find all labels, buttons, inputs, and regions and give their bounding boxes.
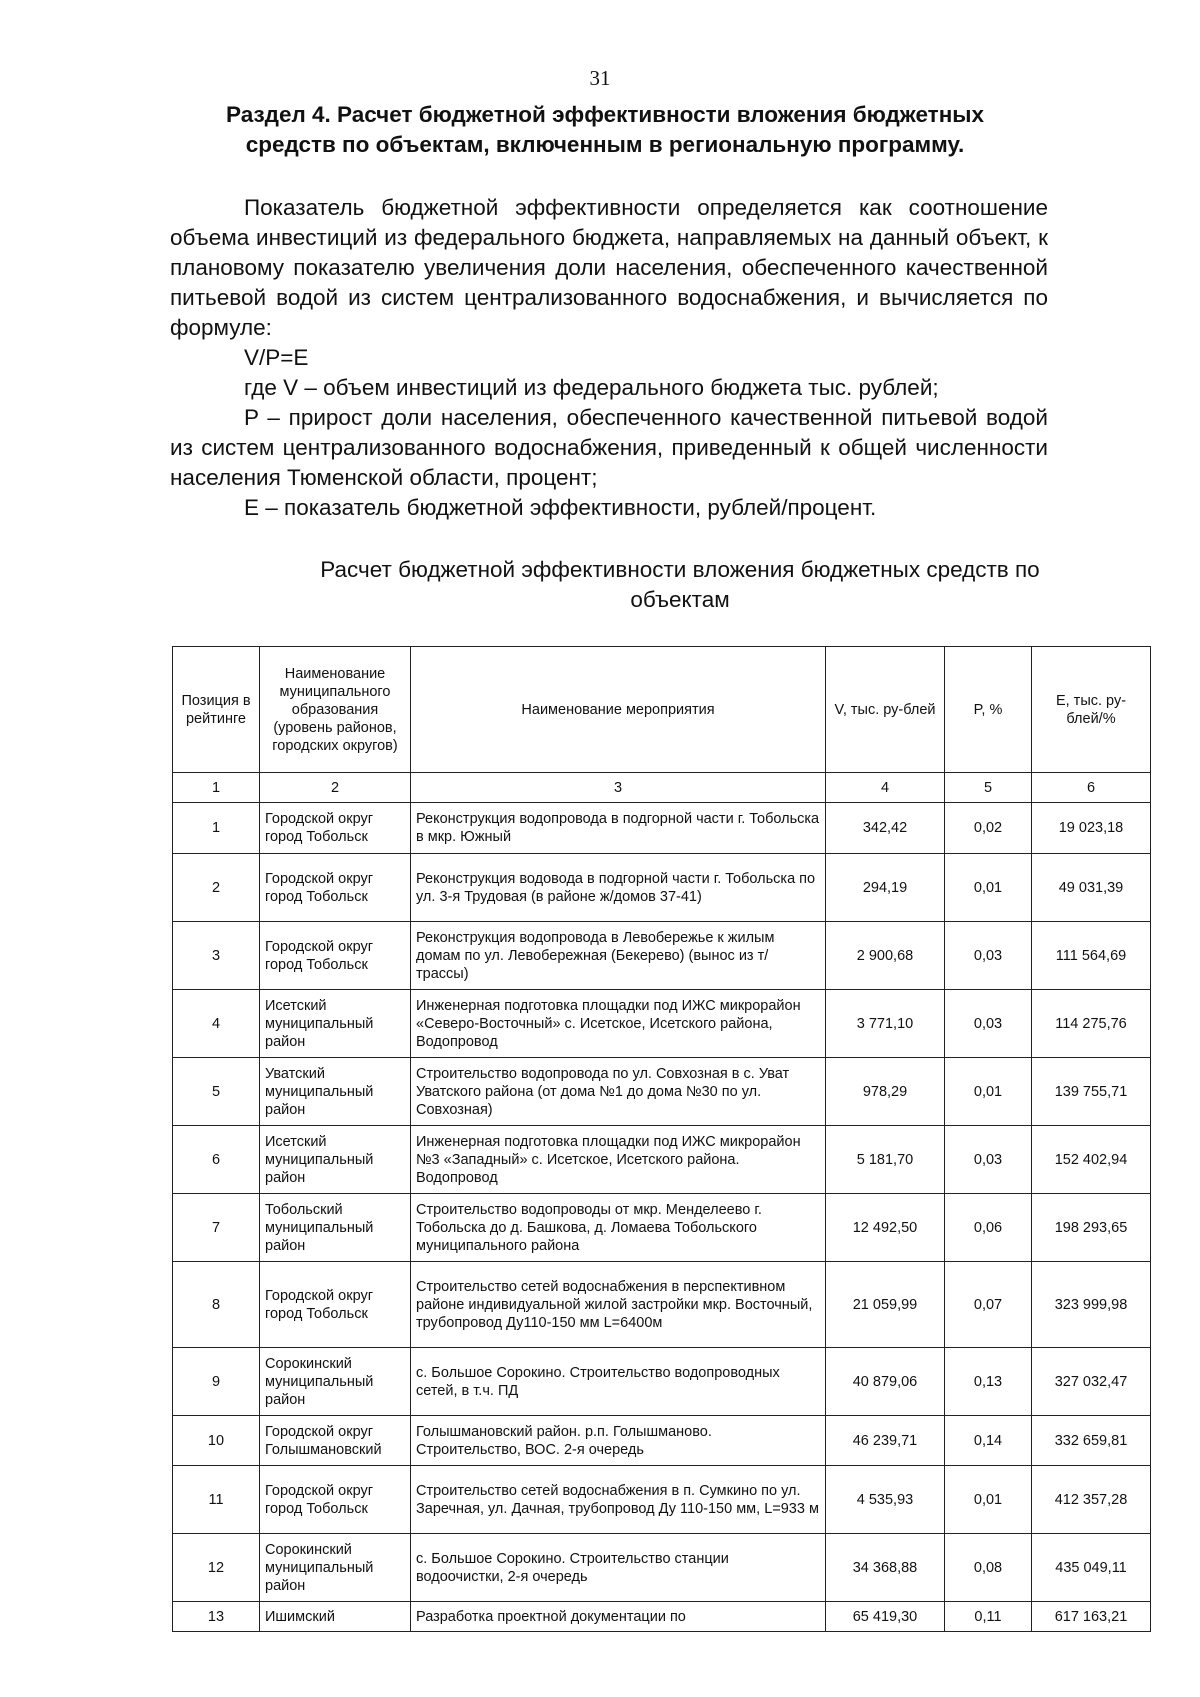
table-caption: [250, 555, 1110, 615]
cell-event: Разработка проектной документации по: [411, 1602, 826, 1632]
section-title: [170, 100, 1040, 160]
cell-event: Инженерная подготовка площадки под ИЖС микрорайон «Северо-Восточный» с. Исетское, Исетского района, Водопровод: [411, 990, 826, 1058]
cell-e: 139 755,71: [1032, 1058, 1151, 1126]
table-caption-line-2: объектам: [630, 587, 730, 612]
definition-e: E – показатель бюджетной эффективности, рублей/процент.: [244, 495, 877, 520]
cell-municipality: Тобольский муниципальный район: [260, 1194, 411, 1262]
cell-position: 1: [173, 803, 260, 854]
cell-p: 0,03: [945, 922, 1032, 990]
cell-v: 3 771,10: [826, 990, 945, 1058]
table-row: [173, 1416, 1151, 1466]
cell-e: 323 999,98: [1032, 1262, 1151, 1348]
cell-position: 13: [173, 1602, 260, 1632]
formula: V/P=E: [244, 345, 309, 370]
cell-v: 40 879,06: [826, 1348, 945, 1416]
cell-municipality: Городской округ город Тобольск: [260, 854, 411, 922]
page-number: 31: [589, 66, 611, 90]
header-position: Позиция в рейтинге: [173, 647, 260, 773]
cell-e: 198 293,65: [1032, 1194, 1151, 1262]
column-number: 4: [826, 773, 945, 803]
cell-position: 2: [173, 854, 260, 922]
table-row: [173, 990, 1151, 1058]
cell-v: 5 181,70: [826, 1126, 945, 1194]
cell-e: 412 357,28: [1032, 1466, 1151, 1534]
table-row: [173, 1602, 1151, 1632]
cell-municipality: Городской округ город Тобольск: [260, 922, 411, 990]
intro-paragraph: Показатель бюджетной эффективности определяется как соотношение объема инвестиций из федерального бюджета, направляемых на данный объект, к плановому показателю увеличения доли населения, обеспеченного качественной питьевой водой из систем централизованного водоснабжения, и вычисляется по формуле:: [170, 195, 1048, 340]
cell-event: с. Большое Сорокино. Строительство водопроводных сетей, в т.ч. ПД: [411, 1348, 826, 1416]
header-v: V, тыс. ру-блей: [826, 647, 945, 773]
cell-municipality: Городской округ Голышмановский: [260, 1416, 411, 1466]
cell-e: 332 659,81: [1032, 1416, 1151, 1466]
cell-municipality: Городской округ город Тобольск: [260, 803, 411, 854]
cell-event: Строительство водопроводы от мкр. Менделеево г. Тобольска до д. Башкова, д. Ломаева Тобольского муниципального района: [411, 1194, 826, 1262]
table-row: [173, 1194, 1151, 1262]
cell-e: 327 032,47: [1032, 1348, 1151, 1416]
table-header-row: [173, 647, 1151, 773]
table-row: [173, 854, 1151, 922]
cell-municipality: Исетский муниципальный район: [260, 1126, 411, 1194]
cell-p: 0,03: [945, 990, 1032, 1058]
definition-p: P – прирост доли населения, обеспеченного качественной питьевой водой из систем централизованного водоснабжения, приведенный к общей численности населения Тюменской области, процент;: [170, 405, 1048, 490]
column-number: 3: [411, 773, 826, 803]
header-p: P, %: [945, 647, 1032, 773]
cell-v: 21 059,99: [826, 1262, 945, 1348]
cell-event: Строительство сетей водоснабжения в перспективном районе индивидуальной жилой застройки мкр. Восточный, трубопровод Ду110-150 мм L=6400м: [411, 1262, 826, 1348]
cell-v: 12 492,50: [826, 1194, 945, 1262]
definition-v: где V – объем инвестиций из федерального бюджета тыс. рублей;: [244, 375, 939, 400]
header-event: Наименование мероприятия: [411, 647, 826, 773]
table-row: [173, 803, 1151, 854]
cell-position: 8: [173, 1262, 260, 1348]
cell-v: 294,19: [826, 854, 945, 922]
table-row: [173, 1058, 1151, 1126]
table-row: [173, 1262, 1151, 1348]
table-row: [173, 1466, 1151, 1534]
cell-v: 342,42: [826, 803, 945, 854]
cell-position: 12: [173, 1534, 260, 1602]
header-municipality: Наименование муниципального образования (уровень районов, городских округов): [260, 647, 411, 773]
cell-p: 0,02: [945, 803, 1032, 854]
table-row: [173, 1534, 1151, 1602]
cell-municipality: Исетский муниципальный район: [260, 990, 411, 1058]
cell-e: 114 275,76: [1032, 990, 1151, 1058]
column-number: 6: [1032, 773, 1151, 803]
cell-e: 19 023,18: [1032, 803, 1151, 854]
cell-event: Реконструкция водовода в подгорной части г. Тобольска по ул. 3-я Трудовая (в районе ж/домов 37-41): [411, 854, 826, 922]
cell-municipality: Уватский муниципальный район: [260, 1058, 411, 1126]
cell-p: 0,07: [945, 1262, 1032, 1348]
table-caption-line-1: Расчет бюджетной эффективности вложения бюджетных средств по: [320, 557, 1040, 582]
cell-p: 0,11: [945, 1602, 1032, 1632]
cell-v: 65 419,30: [826, 1602, 945, 1632]
cell-event: Реконструкция водопровода в подгорной части г. Тобольска в мкр. Южный: [411, 803, 826, 854]
cell-municipality: Городской округ город Тобольск: [260, 1466, 411, 1534]
column-number: 5: [945, 773, 1032, 803]
header-e: E, тыс. ру-блей/%: [1032, 647, 1151, 773]
cell-v: 34 368,88: [826, 1534, 945, 1602]
cell-position: 5: [173, 1058, 260, 1126]
section-title-line-2: средств по объектам, включенным в региональную программу.: [245, 132, 965, 157]
cell-p: 0,06: [945, 1194, 1032, 1262]
cell-v: 46 239,71: [826, 1416, 945, 1466]
cell-position: 4: [173, 990, 260, 1058]
cell-municipality: Ишимский: [260, 1602, 411, 1632]
cell-event: Голышмановский район. р.п. Голышманово. Строительство, ВОС. 2-я очередь: [411, 1416, 826, 1466]
cell-p: 0,01: [945, 1058, 1032, 1126]
cell-e: 49 031,39: [1032, 854, 1151, 922]
cell-municipality: Сорокинский муниципальный район: [260, 1348, 411, 1416]
cell-municipality: Сорокинский муниципальный район: [260, 1534, 411, 1602]
efficiency-table: [172, 646, 1151, 1632]
cell-position: 3: [173, 922, 260, 990]
cell-p: 0,01: [945, 1466, 1032, 1534]
cell-p: 0,14: [945, 1416, 1032, 1466]
cell-e: 617 163,21: [1032, 1602, 1151, 1632]
cell-position: 11: [173, 1466, 260, 1534]
cell-event: Реконструкция водопровода в Левобережье к жилым домам по ул. Левобережная (Бекерево) (вынос из т/трассы): [411, 922, 826, 990]
column-number: 1: [173, 773, 260, 803]
table-row: [173, 1348, 1151, 1416]
cell-event: Инженерная подготовка площадки под ИЖС микрорайон №3 «Западный» с. Исетское, Исетского района. Водопровод: [411, 1126, 826, 1194]
cell-p: 0,13: [945, 1348, 1032, 1416]
cell-event: с. Большое Сорокино. Строительство станции водоочистки, 2-я очередь: [411, 1534, 826, 1602]
cell-municipality: Городской округ город Тобольск: [260, 1262, 411, 1348]
cell-event: Строительство сетей водоснабжения в п. Сумкино по ул. Заречная, ул. Дачная, трубопровод Ду 110-150 мм, L=933 м: [411, 1466, 826, 1534]
table-row: [173, 1126, 1151, 1194]
cell-e: 152 402,94: [1032, 1126, 1151, 1194]
cell-position: 10: [173, 1416, 260, 1466]
cell-event: Строительство водопровода по ул. Совхозная в с. Уват Уватского района (от дома №1 до дома №30 по ул. Совхозная): [411, 1058, 826, 1126]
cell-p: 0,03: [945, 1126, 1032, 1194]
table-row: [173, 922, 1151, 990]
cell-position: 6: [173, 1126, 260, 1194]
cell-e: 435 049,11: [1032, 1534, 1151, 1602]
cell-v: 2 900,68: [826, 922, 945, 990]
cell-e: 111 564,69: [1032, 922, 1151, 990]
cell-position: 9: [173, 1348, 260, 1416]
column-number: 2: [260, 773, 411, 803]
column-number-row: [173, 773, 1151, 803]
cell-p: 0,01: [945, 854, 1032, 922]
cell-p: 0,08: [945, 1534, 1032, 1602]
cell-v: 978,29: [826, 1058, 945, 1126]
section-title-line-1: Раздел 4. Расчет бюджетной эффективности вложения бюджетных: [225, 102, 985, 127]
cell-position: 7: [173, 1194, 260, 1262]
cell-v: 4 535,93: [826, 1466, 945, 1534]
